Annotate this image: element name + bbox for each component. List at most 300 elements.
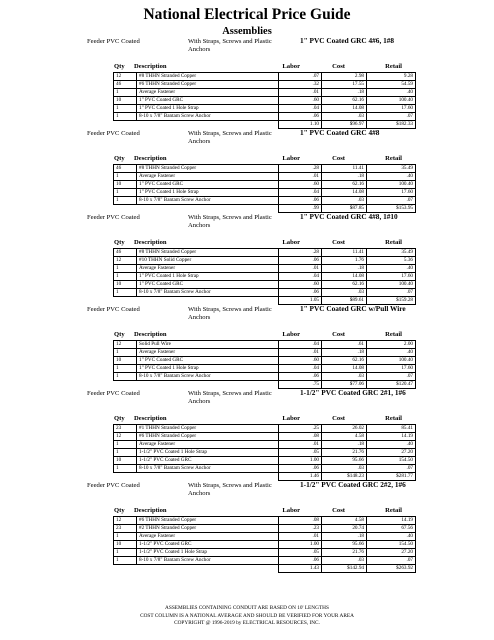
labor-cell: .04 [279,105,322,113]
section-description: With Straps, Screws and Plastic Anchors [188,214,272,229]
table-row [114,549,416,557]
qty-cell: 23 [114,425,137,433]
cost-cell: 14.08 [322,273,367,281]
table-row [114,373,416,381]
description-cell: 8-10 x 7/8" Bantam Screw Anchor [137,289,279,297]
qty-cell: 10 [114,281,137,289]
description-cell: Average Fastener [137,173,279,181]
retail-cell: .07 [367,197,416,205]
qty-cell: 46 [114,81,137,89]
cost-cell: 4.58 [322,433,367,441]
assembly-section [0,130,494,213]
qty-cell: 1 [114,365,137,373]
qty-header: Qty [114,63,125,70]
retail-cell: 100.40 [367,281,416,289]
retail-cell: .07 [367,373,416,381]
qty-cell: 1 [114,113,137,121]
section-title: 1" PVC Coated GRC 4#8 [300,128,380,137]
qty-cell: 1 [114,173,137,181]
retail-header: Retail [385,239,402,246]
qty-cell: 1 [114,89,137,97]
footer-notes [0,605,494,628]
description-cell: 8-10 x 7/8" Bantam Screw Anchor [137,465,279,473]
qty-cell: 10 [114,97,137,105]
section-header [0,390,494,414]
labor-cell: .06 [279,373,322,381]
qty-cell: 10 [114,541,137,549]
section-category: Feeder PVC Coated [87,306,140,313]
qty-cell: 46 [114,249,137,257]
description-cell: #8 THHN Stranded Copper [137,73,279,81]
footer-line: COST COLUMN IS A NATIONAL AVERAGE AND SHOULD BE VERIFIED FOR YOUR AREA [140,612,354,619]
retail-cell: 85.41 [367,425,416,433]
table-row [114,113,416,121]
labor-cell: .01 [279,533,322,541]
table-row [114,257,416,265]
description-cell: Average Fastener [137,441,279,449]
table-row [114,441,416,449]
total-retail: $159.28 [367,297,416,305]
cost-cell: 11.41 [322,165,367,173]
table-row [114,517,416,525]
description-header: Description [134,331,167,338]
qty-cell: 1 [114,373,137,381]
description-cell: #6 THHN Stranded Copper [137,81,279,89]
table-row [114,365,416,373]
assembly-sections [0,38,494,574]
total-labor: 1.46 [279,473,322,481]
labor-header: Labor [282,415,300,422]
cost-cell: .18 [322,173,367,181]
total-cost: $89.61 [322,297,367,305]
column-header-row [0,155,494,164]
labor-cell: .06 [279,557,322,565]
description-cell: 8-10 x 7/8" Bantam Screw Anchor [137,197,279,205]
table-row [114,173,416,181]
footer-line: ASSEMBLIES CONTAINING CONDUIT ARE BASED ON 10' LENGTHS [165,605,329,611]
qty-cell: 1 [114,441,137,449]
labor-cell: .07 [279,73,322,81]
labor-cell: .06 [279,113,322,121]
qty-cell: 10 [114,357,137,365]
labor-cell: .08 [279,517,322,525]
cost-cell: .03 [322,197,367,205]
description-cell: #6 THHN Stranded Copper [137,433,279,441]
qty-cell: 10 [114,181,137,189]
retail-cell: 67.56 [367,525,416,533]
retail-cell: .40 [367,89,416,97]
total-retail: $281.77 [367,473,416,481]
table-row [114,105,416,113]
description-cell: #8 THHN Stranded Copper [137,249,279,257]
table-row [114,557,416,565]
table-row [114,281,416,289]
description-header: Description [134,415,167,422]
cost-cell: 21.76 [322,449,367,457]
cost-cell: .03 [322,465,367,473]
column-header-row [0,331,494,340]
qty-header: Qty [114,155,125,162]
description-cell: 8-10 x 7/8" Bantam Screw Anchor [137,373,279,381]
total-cost: $77.06 [322,381,367,389]
description-cell: 1" PVC Coated 1 Hole Strap [137,189,279,197]
total-row [114,565,416,573]
retail-cell: 9.28 [367,73,416,81]
cost-cell: .03 [322,113,367,121]
labor-cell: .06 [279,257,322,265]
section-category: Feeder PVC Coated [87,130,140,137]
description-cell: #6 THHN Stranded Copper [137,517,279,525]
table-row [114,457,416,465]
footer-line: COPYRIGHT @ 1996-2019 by ELECTRICAL RESOURCES, INC. [174,620,320,626]
retail-cell: 17.60 [367,105,416,113]
description-cell: 1" PVC Coated GRC [137,181,279,189]
section-title: 1" PVC Coated GRC 4#8, 1#10 [300,212,398,221]
retail-header: Retail [385,331,402,338]
qty-cell: 46 [114,165,137,173]
cost-cell: 26.02 [322,425,367,433]
retail-cell: 2.00 [367,341,416,349]
qty-cell: 1 [114,189,137,197]
retail-cell: 100.40 [367,97,416,105]
qty-header: Qty [114,239,125,246]
labor-header: Labor [282,63,300,70]
assembly-section [0,482,494,573]
labor-header: Labor [282,331,300,338]
description-cell: 1" PVC Coated GRC [137,357,279,365]
qty-cell: 1 [114,549,137,557]
cost-header: Cost [332,331,345,338]
section-header [0,38,494,62]
cost-cell: 1.76 [322,257,367,265]
labor-cell: .32 [279,81,322,89]
labor-cell: .60 [279,357,322,365]
section-description: With Straps, Screws and Plastic Anchors [188,38,272,53]
qty-cell: 1 [114,197,137,205]
labor-cell: .60 [279,281,322,289]
labor-cell: .60 [279,181,322,189]
labor-cell: .25 [279,425,322,433]
section-category: Feeder PVC Coated [87,390,140,397]
cost-cell: 95.66 [322,457,367,465]
table-row [114,197,416,205]
section-title: 1-1/2" PVC Coated GRC 2#2, 1#6 [300,480,406,489]
description-header: Description [134,507,167,514]
qty-cell: 1 [114,349,137,357]
table-row [114,349,416,357]
section-header [0,214,494,238]
qty-cell: 1 [114,265,137,273]
description-cell: Solid Pull Wire [137,341,279,349]
cost-cell: .03 [322,289,367,297]
column-header-row [0,239,494,248]
table-row [114,97,416,105]
qty-cell: 1 [114,557,137,565]
retail-cell: 17.60 [367,189,416,197]
table-row [114,181,416,189]
qty-cell: 1 [114,533,137,541]
cost-cell: .18 [322,89,367,97]
labor-header: Labor [282,155,300,162]
retail-cell: 35.49 [367,249,416,257]
qty-cell: 12 [114,517,137,525]
cost-cell: 21.76 [322,549,367,557]
table-row [114,525,416,533]
page-subtitle: Assemblies [222,26,272,37]
labor-cell: .01 [279,265,322,273]
cost-header: Cost [332,63,345,70]
section-category: Feeder PVC Coated [87,214,140,221]
table-row [114,541,416,549]
cost-cell: 14.08 [322,105,367,113]
section-title: 1-1/2" PVC Coated GRC 2#1, 1#6 [300,388,406,397]
total-labor: 1.43 [279,565,322,573]
assembly-section [0,390,494,481]
cost-cell: 11.41 [322,249,367,257]
retail-cell: 154.50 [367,457,416,465]
section-category: Feeder PVC Coated [87,38,140,45]
labor-header: Labor [282,239,300,246]
total-cost: $96.97 [322,121,367,129]
table-row [114,89,416,97]
table-row [114,289,416,297]
retail-cell: .07 [367,289,416,297]
qty-cell: 12 [114,433,137,441]
assembly-table [113,516,416,573]
labor-cell: .01 [279,441,322,449]
description-header: Description [134,63,167,70]
description-cell: #1 THHN Stranded Copper [137,425,279,433]
qty-cell: 1 [114,449,137,457]
description-cell: 8-10 x 7/8" Bantam Screw Anchor [137,113,279,121]
total-cost: $142.94 [322,565,367,573]
qty-cell: 12 [114,341,137,349]
section-header [0,482,494,506]
description-cell: Average Fastener [137,89,279,97]
labor-cell: .28 [279,165,322,173]
description-cell: Average Fastener [137,533,279,541]
description-cell: #8 THHN Stranded Copper [137,165,279,173]
cost-cell: .18 [322,349,367,357]
cost-cell: .03 [322,557,367,565]
retail-cell: 154.50 [367,541,416,549]
description-cell: Average Fastener [137,265,279,273]
retail-cell: 14.19 [367,433,416,441]
cost-cell: 62.16 [322,181,367,189]
retail-cell: 100.40 [367,181,416,189]
section-header [0,130,494,154]
assembly-table [113,164,416,213]
qty-cell: 1 [114,465,137,473]
qty-header: Qty [114,507,125,514]
cost-header: Cost [332,507,345,514]
retail-cell: 35.49 [367,165,416,173]
assembly-table [113,424,416,481]
description-header: Description [134,155,167,162]
cost-cell: 62.16 [322,357,367,365]
labor-cell: .23 [279,525,322,533]
retail-cell: .07 [367,113,416,121]
total-retail: $153.95 [367,205,416,213]
section-header [0,306,494,330]
description-cell: 1-1/2" PVC Coated GRC [137,457,279,465]
table-row [114,357,416,365]
table-row [114,265,416,273]
total-retail: $263.92 [367,565,416,573]
table-row [114,449,416,457]
retail-cell: .40 [367,533,416,541]
labor-cell: .60 [279,97,322,105]
section-description: With Straps, Screws and Plastic Anchors [188,482,272,497]
retail-header: Retail [385,63,402,70]
total-labor: 1.05 [279,297,322,305]
retail-header: Retail [385,155,402,162]
retail-header: Retail [385,415,402,422]
labor-cell: .01 [279,89,322,97]
qty-header: Qty [114,331,125,338]
table-row [114,189,416,197]
description-cell: Average Fastener [137,349,279,357]
cost-header: Cost [332,239,345,246]
qty-cell: 12 [114,73,137,81]
table-row [114,81,416,89]
retail-cell: .40 [367,349,416,357]
qty-cell: 10 [114,457,137,465]
labor-cell: .01 [279,349,322,357]
labor-cell: .05 [279,449,322,457]
table-row [114,533,416,541]
column-header-row [0,63,494,72]
total-retail: $120.47 [367,381,416,389]
total-labor: 1.10 [279,121,322,129]
labor-cell: .01 [279,173,322,181]
total-cost: $148.23 [322,473,367,481]
table-row [114,249,416,257]
table-row [114,73,416,81]
retail-cell: 17.60 [367,365,416,373]
column-header-row [0,415,494,424]
retail-cell: 17.60 [367,273,416,281]
cost-cell: 62.16 [322,97,367,105]
qty-cell: 1 [114,273,137,281]
labor-cell: .04 [279,189,322,197]
qty-cell: 1 [114,289,137,297]
labor-cell: .04 [279,341,322,349]
assembly-section [0,214,494,305]
cost-cell: 4.58 [322,517,367,525]
page-title: National Electrical Price Guide [143,6,351,23]
cost-cell: 20.74 [322,525,367,533]
description-cell: 1" PVC Coated GRC [137,97,279,105]
retail-cell: 27.20 [367,549,416,557]
description-cell: 1" PVC Coated GRC [137,281,279,289]
labor-header: Labor [282,507,300,514]
table-row [114,273,416,281]
retail-cell: 5.36 [367,257,416,265]
section-description: With Straps, Screws and Plastic Anchors [188,130,272,145]
retail-cell: .07 [367,557,416,565]
description-cell: #2 THHN Stranded Copper [137,525,279,533]
retail-cell: 27.20 [367,449,416,457]
cost-cell: 2.98 [322,73,367,81]
description-cell: 1" PVC Coated 1 Hole Strap [137,273,279,281]
table-row [114,165,416,173]
retail-cell: .40 [367,173,416,181]
description-header: Description [134,239,167,246]
labor-cell: .28 [279,249,322,257]
section-category: Feeder PVC Coated [87,482,140,489]
section-description: With Straps, Screws and Plastic Anchors [188,306,272,321]
section-description: With Straps, Screws and Plastic Anchors [188,390,272,405]
cost-cell: .18 [322,441,367,449]
description-cell: 1" PVC Coated 1 Hole Strap [137,365,279,373]
labor-cell: .05 [279,549,322,557]
retail-cell: .40 [367,265,416,273]
cost-cell: 14.08 [322,365,367,373]
table-row [114,465,416,473]
labor-cell: .04 [279,273,322,281]
cost-cell: 17.55 [322,81,367,89]
retail-header: Retail [385,507,402,514]
cost-cell: 14.08 [322,189,367,197]
total-labor: .99 [279,205,322,213]
cost-cell: 62.16 [322,281,367,289]
retail-cell: 14.19 [367,517,416,525]
description-cell: #10 THHN Solid Copper [137,257,279,265]
table-row [114,433,416,441]
cost-header: Cost [332,415,345,422]
assembly-section [0,306,494,389]
retail-cell: .07 [367,465,416,473]
table-row [114,425,416,433]
total-cost: $87.85 [322,205,367,213]
total-labor: .75 [279,381,322,389]
table-row [114,341,416,349]
retail-cell: .40 [367,441,416,449]
column-header-row [0,507,494,516]
assembly-section [0,38,494,129]
description-cell: 8-10 x 7/8" Bantam Screw Anchor [137,557,279,565]
qty-cell: 23 [114,525,137,533]
retail-cell: 100.40 [367,357,416,365]
section-title: 1" PVC Coated GRC w/Pull Wire [300,304,406,313]
cost-cell: .18 [322,533,367,541]
labor-cell: 1.00 [279,457,322,465]
qty-cell: 1 [114,105,137,113]
retail-cell: 54.59 [367,81,416,89]
assembly-table [113,72,416,129]
description-cell: 1-1/2" PVC Coated 1 Hole Strap [137,449,279,457]
qty-header: Qty [114,415,125,422]
cost-cell: .18 [322,265,367,273]
description-cell: 1-1/2" PVC Coated GRC [137,541,279,549]
assembly-table [113,248,416,305]
labor-cell: .06 [279,197,322,205]
labor-cell: .04 [279,365,322,373]
assembly-table [113,340,416,389]
total-retail: $182.33 [367,121,416,129]
description-cell: 1" PVC Coated 1 Hole Strap [137,105,279,113]
labor-cell: .06 [279,289,322,297]
cost-cell: 95.66 [322,541,367,549]
cost-cell: .61 [322,341,367,349]
cost-header: Cost [332,155,345,162]
description-cell: 1-1/2" PVC Coated 1 Hole Strap [137,549,279,557]
cost-cell: .03 [322,373,367,381]
labor-cell: .06 [279,465,322,473]
section-title: 1" PVC Coated GRC 4#6, 1#8 [300,36,395,45]
labor-cell: .08 [279,433,322,441]
